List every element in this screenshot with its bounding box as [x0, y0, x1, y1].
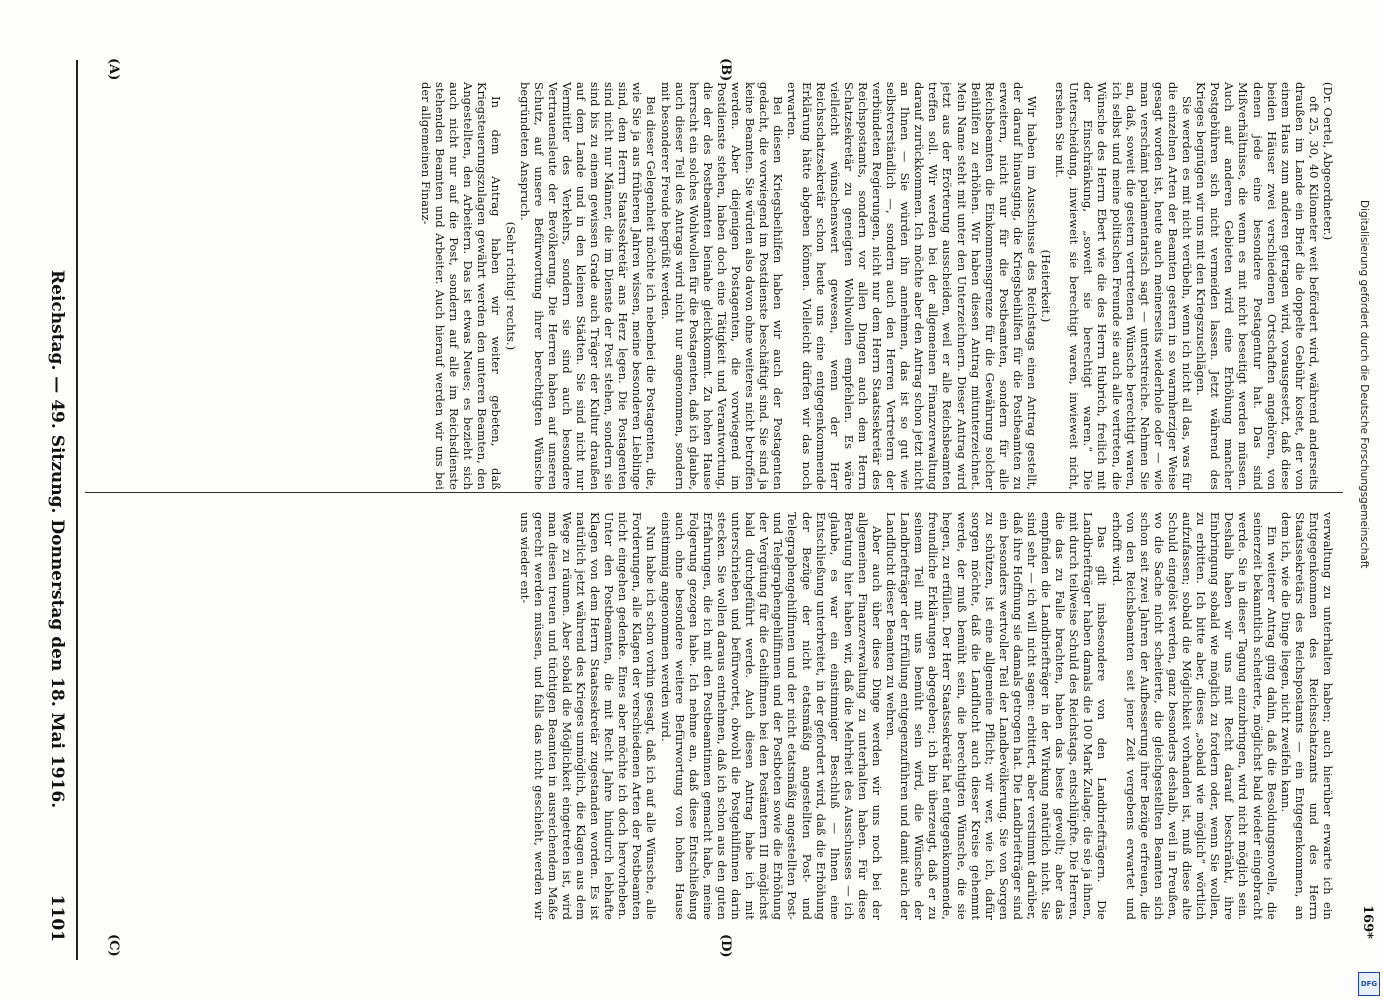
paragraph: Ein weiterer Antrag ging dahin, daß die Besoldungsnovelle, die seinerzeit bekanntlich scheiterte, möglichst bald wieder eingebracht werde. Sie in dieser Tagung einzubringen, wird nicht möglich sein. Deshalb haben wir uns mit Recht darauf beschränkt, ihre Einbringung sobald wie möglich zu fordern oder, wenn Sie wollen, zu erbitten. Ich bitte aber, dieses „sobald wie möglich“ wörtlich aufzufassen; sobald die Möglichkeit vorhanden ist, muß diese alte Schuld eingelöst werden, ganz besonders deshalb, weil in Preußen, wo die Sache nicht scheiterte, die gleichgestellten Beamten sich schon seit zwei Jahren der Aufbesserung ihrer Bezüge erfreuen, die von den Reichsbeamten seit jener Zeit vergebens erwartet und erhofft wird.	[1109, 512, 1279, 920]
text-column-left	[85, 82, 1335, 490]
paragraph: Das gilt insbesondere von den Landbriefträgern. Die Landbriefträger haben damals die 100 Mark Zulage, die sie ja ihnen, mit durch teilweise Schuld des Reichstags, entschlüpfte. Die Herren, die das zu Falle brachten, haben das beste gewollt; aber das empfinden die Landbriefträger in der Wirkung natürlich nicht. Sie sind sehr — ich will nicht sagen: erbittert, aber verstimmt darüber, daß ihre Hoffnung sie damals getrogen hat. Die Landbriefträger sind ein besonders wertvoller Teil der Landbevölkerung. Sie von Sorgen zu schützen, ist eine allgemeine Pflicht; wir wer, wie ich, dafür sorgen möchte, daß die Landflucht auch dieser Kreise gehemmt werde, der muß bemüht sein, die berechtigten Wünsche, die sie hegen, zu erfüllen. Der Herr Staatssekretär hat entgegenkommende, freundliche Erklärungen abgegeben; ich bin überzeugt, daß er zu seinem Teil mit uns bemüht sein wird, die Wünsche der Landbriefträger der Erfüllung entgegenzuführen und damit auch der Landflucht dieser Beamten zu wehren.	[884, 512, 1110, 920]
interjection: (Heiterkeit.)	[1039, 249, 1054, 323]
margin-marker-b: (B)	[718, 58, 733, 82]
paragraph: Wir haben im Ausschusse des Reichstags einen Antrag gestellt, der darauf hinausging, die Kriegsbeihilfen für die Postbeamten zu erweitern, nicht nur für die Postbeamten, sondern für alle Reichsbeamten die Einkommensgrenze für die Gewährung solcher Beihilfen zu erhöhen. Wir haben diesen Antrag mitunterzeichnet. Mein Name steht mit unter den Unterzeichnern. Dieser Antrag wird jetzt aus der Erörterung ausscheiden, weil er alle Reichsbeamten treffen soll. Wir werden bei der allgemeinen Finanzverwaltung darauf zurückkommen. Ich möchte aber den Antrag schon jetzt nicht an Ihnen — Sie würden ihn annehmen, das ist so gut wie selbstverständlich —, sondern auch den Herren Vertretern der verbündeten Regierungen, nicht nur dem Herrn Staatssekretär des Reichspostamts, sondern vor allen Dingen auch dem Herrn Schatzsekretär zu geneigten Wohlwollen empfehlen. Es wäre vielleicht wünschenswert gewesen, wenn der Herr Reichsschatzsekretär schon heute uns eine entgegenkommende Erklärung hätte abgeben können. Vielleicht dürfen wir das noch erwarten.	[785, 82, 1040, 490]
interjection: (Sehr richtig! rechts.)	[503, 221, 518, 351]
header-title: Reichstag. — 49. Sitzung. Donnerstag den 18. Mai 1916.	[47, 270, 67, 809]
running-header	[39, 30, 71, 970]
paragraph: In dem Antrag haben wir weiter gebeten, daß Kriegsteuerungszulagen gewährt werden den unteren Beamten, den Angestellten, den Arbeitern. Das ist etwas Neues; es bezieht sich auch nicht nur auf die Post, sondern auf alle im Reichsdienste stehenden Beamten und Arbeiter. Auch hierauf werden wir uns bei der allgemeinen Finanz-	[419, 82, 504, 490]
dfg-logo: DFG	[1358, 972, 1380, 996]
text-column-right	[85, 512, 1335, 920]
margin-marker-d: (D)	[718, 934, 733, 958]
margin-marker-c: (C)	[106, 934, 121, 957]
signature-mark: 169*	[1360, 905, 1375, 939]
margin-marker-a: (A)	[106, 58, 121, 81]
paragraph: Bei dieser Gelegenheit möchte ich nebenbei die Postagenten, die, wie Sie ja aus früheren Jahren wissen, meine besonderen Lieblinge sind, dem Herrn Staatssekretär ans Herz legen. Die Postagenten sind nicht nur Männer, die im Dienste der Post stehen, sondern sie sind bis zu einem gewissen Grade auch Träger der Kultur draußen auf dem Lande und in den kleinen Städten. Sie sind nicht nur Vermittler des Verkehrs, sondern sie sind auch besondere Vertrauensleute der Bevölkerung. Die Herren haben auf unseren Schutz, auf unsere Befürwortung ihrer berechtigten Wünsche begründeten Anspruch.	[517, 82, 659, 490]
column-divider	[85, 492, 1343, 493]
paragraph: Nun habe ich schon vorhin gesagt, daß ich auf alle Wünsche, alle Forderungen, alle Klagen der verschiedenen Arten der Postbeamten nicht eingehen gedenke. Eines aber möchte ich doch hervorheben. Unter den Postbeamten, die mit Recht Jahre hindurch lebhafte Klagen von dem Herrn Staatssekretär zugestanden worden. Es ist natürlich jetzt während des Krieges unmöglich, die Klagen aus dem Wege zu räumen. Aber sobald die Möglichkeit eingetreten ist, wird man diesen treuen und tüchtigen Beamten in ausreichendem Maße gerecht werden müssen, und falls das nicht geschieht, werden wir uns wieder ent-	[517, 512, 659, 920]
speaker-line: (Dr. Oertel, Abgeordneter.)	[1321, 82, 1335, 241]
paragraph: Aber auch über diese Dinge werden wir uns noch bei der allgemeinen Finanzverwaltung zu unterhalten haben. Für diese Beratung hier haben wir, daß die Mehrheit des Ausschusses — ich glaube, es war ein einstimmiger Beschluß — Ihnen eine Entschließung unterbreitet, in der gefordert wird, daß die Erhöhung der Bezüge der nicht etatsmäßig angestellten Post- und Telegraphengehilfinnen und der nicht etatsmäßig angestellten Post- und Telegraphengehilfinnen und der Postboten sowie die Erhöhung der Vergütung für die Gehilfinnen bei den Postämtern III möglichst bald durchgeführt werde. Auch diesen Antrag habe ich mit unterschrieben und befürwortet, obwohl die Postgehilfinnen darin stecken. Sie wollen daraus entnehmen, daß ich schon aus den guten Erfahrungen, die ich mit den Postbeamtinnen gemacht habe, meine Folgerung gezogen habe. Ich nehme an, daß diese Entschließung auch ohne besondere weitere Befürwortung von hohen Hause einstimmig angenommen werden wird.	[658, 512, 884, 920]
digitization-credit	[1356, 200, 1378, 995]
paragraph: oft 25, 30, 40 Kilometer weit befördert wird, während anderseits draußen im Lande ein Brief die doppelte Gebühr kostet, der von einem Haus zum anderen getragen wird, vorausgesetzt, daß diese beiden Häuser zwei verschiedenen Ortschaften angehören, von denen jede eine besondere Postagentur hat. Das sind Mißverhältnisse, die wenn es mit nicht beseitigt werden müssen. Auch auf anderen Gebieten wird eine Erhöhung mancher Postgebühren sich nicht vermeiden lassen. Jetzt während des Krieges begnügen wir uns mit den Kriegszuschlägen.	[1194, 82, 1321, 490]
paragraph: verwaltung zu unterhalten haben; auch hierüber erwarte ich ein Entgegenkommen des Reichsschatzamts und des Herrn Staatssekretärs des Reichspostamts — ein Entgegenkommen, an dem ich, wie die Dinge liegen, nicht zweifeln kann.	[1278, 512, 1335, 920]
header-rule	[76, 60, 78, 960]
paragraph: Sie werden es mit nicht verübeln, wenn ich nicht all das, was für die einzelnen Arten der Beamten gestern in so warmherziger Weise gesagt worden ist, heute auch meinerseits wiederhole oder — wie man verschämt parlamentarisch sagt — unterstreiche. Nehmen Sie an, daß, soweit die gestern vertretenen Wünsche berechtigt waren, ich selbst und meine politischen Freunde sie auch alle vertreten, die Wünsche des Herrn Ebert wie die des Herrn Hubrich, freilich mit der Einschränkung, „soweit sie berechtigt waren.“ Die Unterscheidung, inwieweit sie berechtigt waren, inwieweit nicht, ersehen Sie mit.	[1053, 82, 1195, 490]
credit-text: Digitalisierung gefördert durch die Deutsche Forschungsgemeinschaft	[1358, 200, 1370, 569]
paragraph: Bei diesen Kriegsbeihilfen haben wir auch der Postagenten gedacht, die vorwiegend im Postdienste beschäftigt sind. Sie sind ja keine Beamten. Sie würden also davon ohne weiteres nicht betroffen werden. Aber diejenigen Postagenten, die vorwiegend im Postdienste stehen, haben doch eine Tätigkeit und Verantwortung, die der des Postbeamten beinahe gleichkommt. Zu hohen Hause herrscht ein solches Wohlwollen für die Postagenten, daß ich glaube, auch dieser Teil des Antrags wird nicht nur angenommen, sondern mit besonderer Freude begrüßt werden.	[658, 82, 786, 490]
page-number: 1101	[47, 894, 67, 942]
